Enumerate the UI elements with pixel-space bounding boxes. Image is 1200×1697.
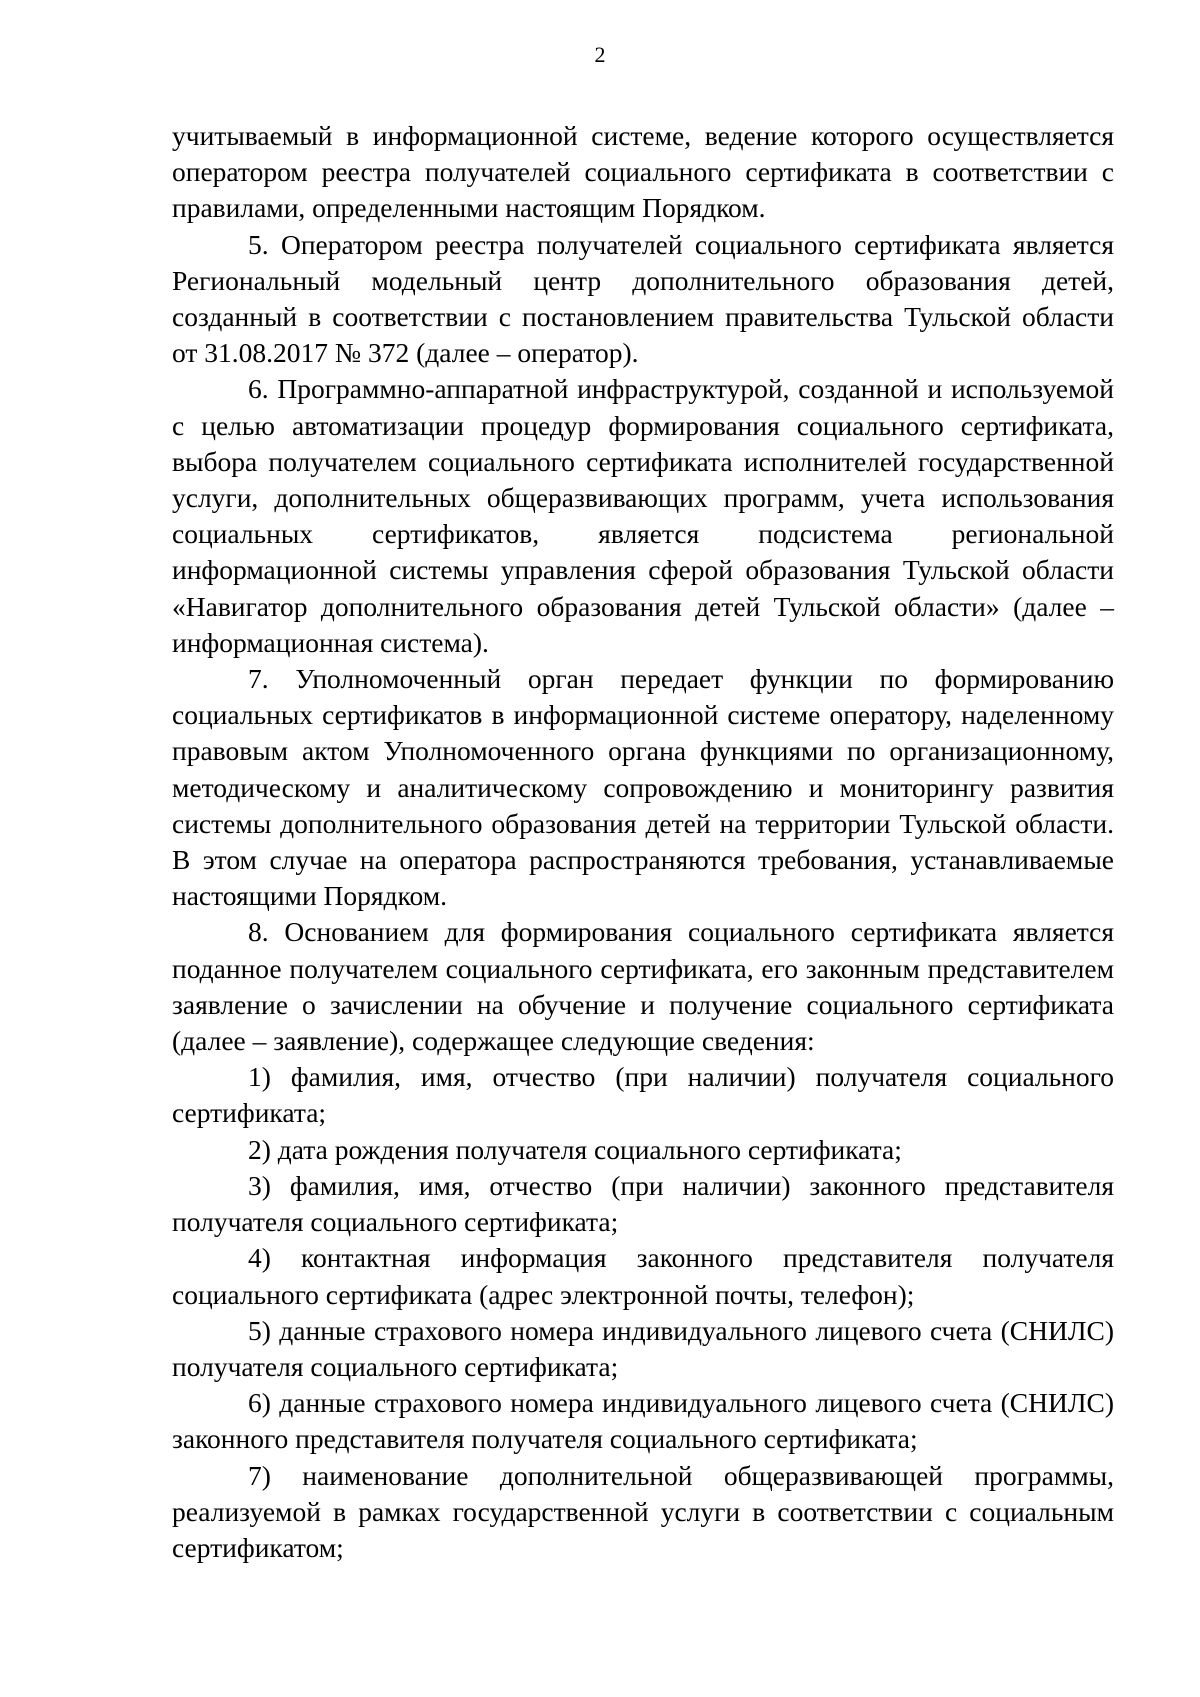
list-item-6: 6) данные страхового номера индивидуального лицевого счета (СНИЛС) законного представителя получателя социального сертификата; bbox=[172, 1387, 1114, 1455]
paragraph-item-6: 6. Программно-аппаратной инфраструктурой, созданной и используемой с целью автоматизации процедур формирования социального сертификата, выбора получателем социального сертификата исполнителей государственной услуги, дополнительных общеразвивающих программ, учета использования социальных сертификатов, является подсистема региональной информационной системы управления сферой образования Тульской области «Навигатор дополнительного образования детей Тульской области» (далее – информационная система). bbox=[172, 373, 1114, 658]
paragraph-item-5: 5. Оператором реестра получателей социального сертификата является Региональный модельный центр дополнительного образования детей, созданный в соответствии с постановлением правительства Тульской области от 31.08.2017 № 372 (далее – оператор). bbox=[172, 228, 1114, 369]
page-number: 2 bbox=[594, 42, 606, 67]
list-item-2: 2) дата рождения получателя социального сертификата; bbox=[248, 1133, 902, 1165]
paragraph-item-8: 8. Основанием для формирования социального сертификата является поданное получателем социального сертификата, его законным представителем заявление о зачислении на обучение и получение социального сертификата (далее – заявление), содержащее следующие сведения: bbox=[172, 916, 1114, 1057]
list-item-4: 4) контактная информация законного представителя получателя социального сертификата (адрес электронной почты, телефон); bbox=[172, 1242, 1114, 1310]
list-item-5: 5) данные страхового номера индивидуального лицевого счета (СНИЛС) получателя социального сертификата; bbox=[172, 1314, 1114, 1382]
list-item-1: 1) фамилия, имя, отчество (при наличии) получателя социального сертификата; bbox=[172, 1061, 1114, 1129]
document-body bbox=[172, 118, 1114, 1566]
paragraph-item-7: 7. Уполномоченный орган передает функции по формированию социальных сертификатов в информационной системе оператору, наделенному правовым актом Уполномоченного органа функциями по организационному, методическому и аналитическому сопровождению и мониторингу развития системы дополнительного образования детей на территории Тульской области. В этом случае на оператора распространяются требования, устанавливаемые настоящими Порядком. bbox=[172, 663, 1114, 912]
list-item-3: 3) фамилия, имя, отчество (при наличии) законного представителя получателя социального сертификата; bbox=[172, 1169, 1114, 1238]
paragraph-continuation: учитываемый в информационной системе, ведение которого осуществляется оператором реестра получателей социального сертификата в соответствии с правилами, определенными настоящим Порядком. bbox=[172, 120, 1114, 224]
list-item-7: 7) наименование дополнительной общеразвивающей программы, реализуемой в рамках государственной услуги в соответствии с социальным сертификатом; bbox=[172, 1459, 1114, 1563]
